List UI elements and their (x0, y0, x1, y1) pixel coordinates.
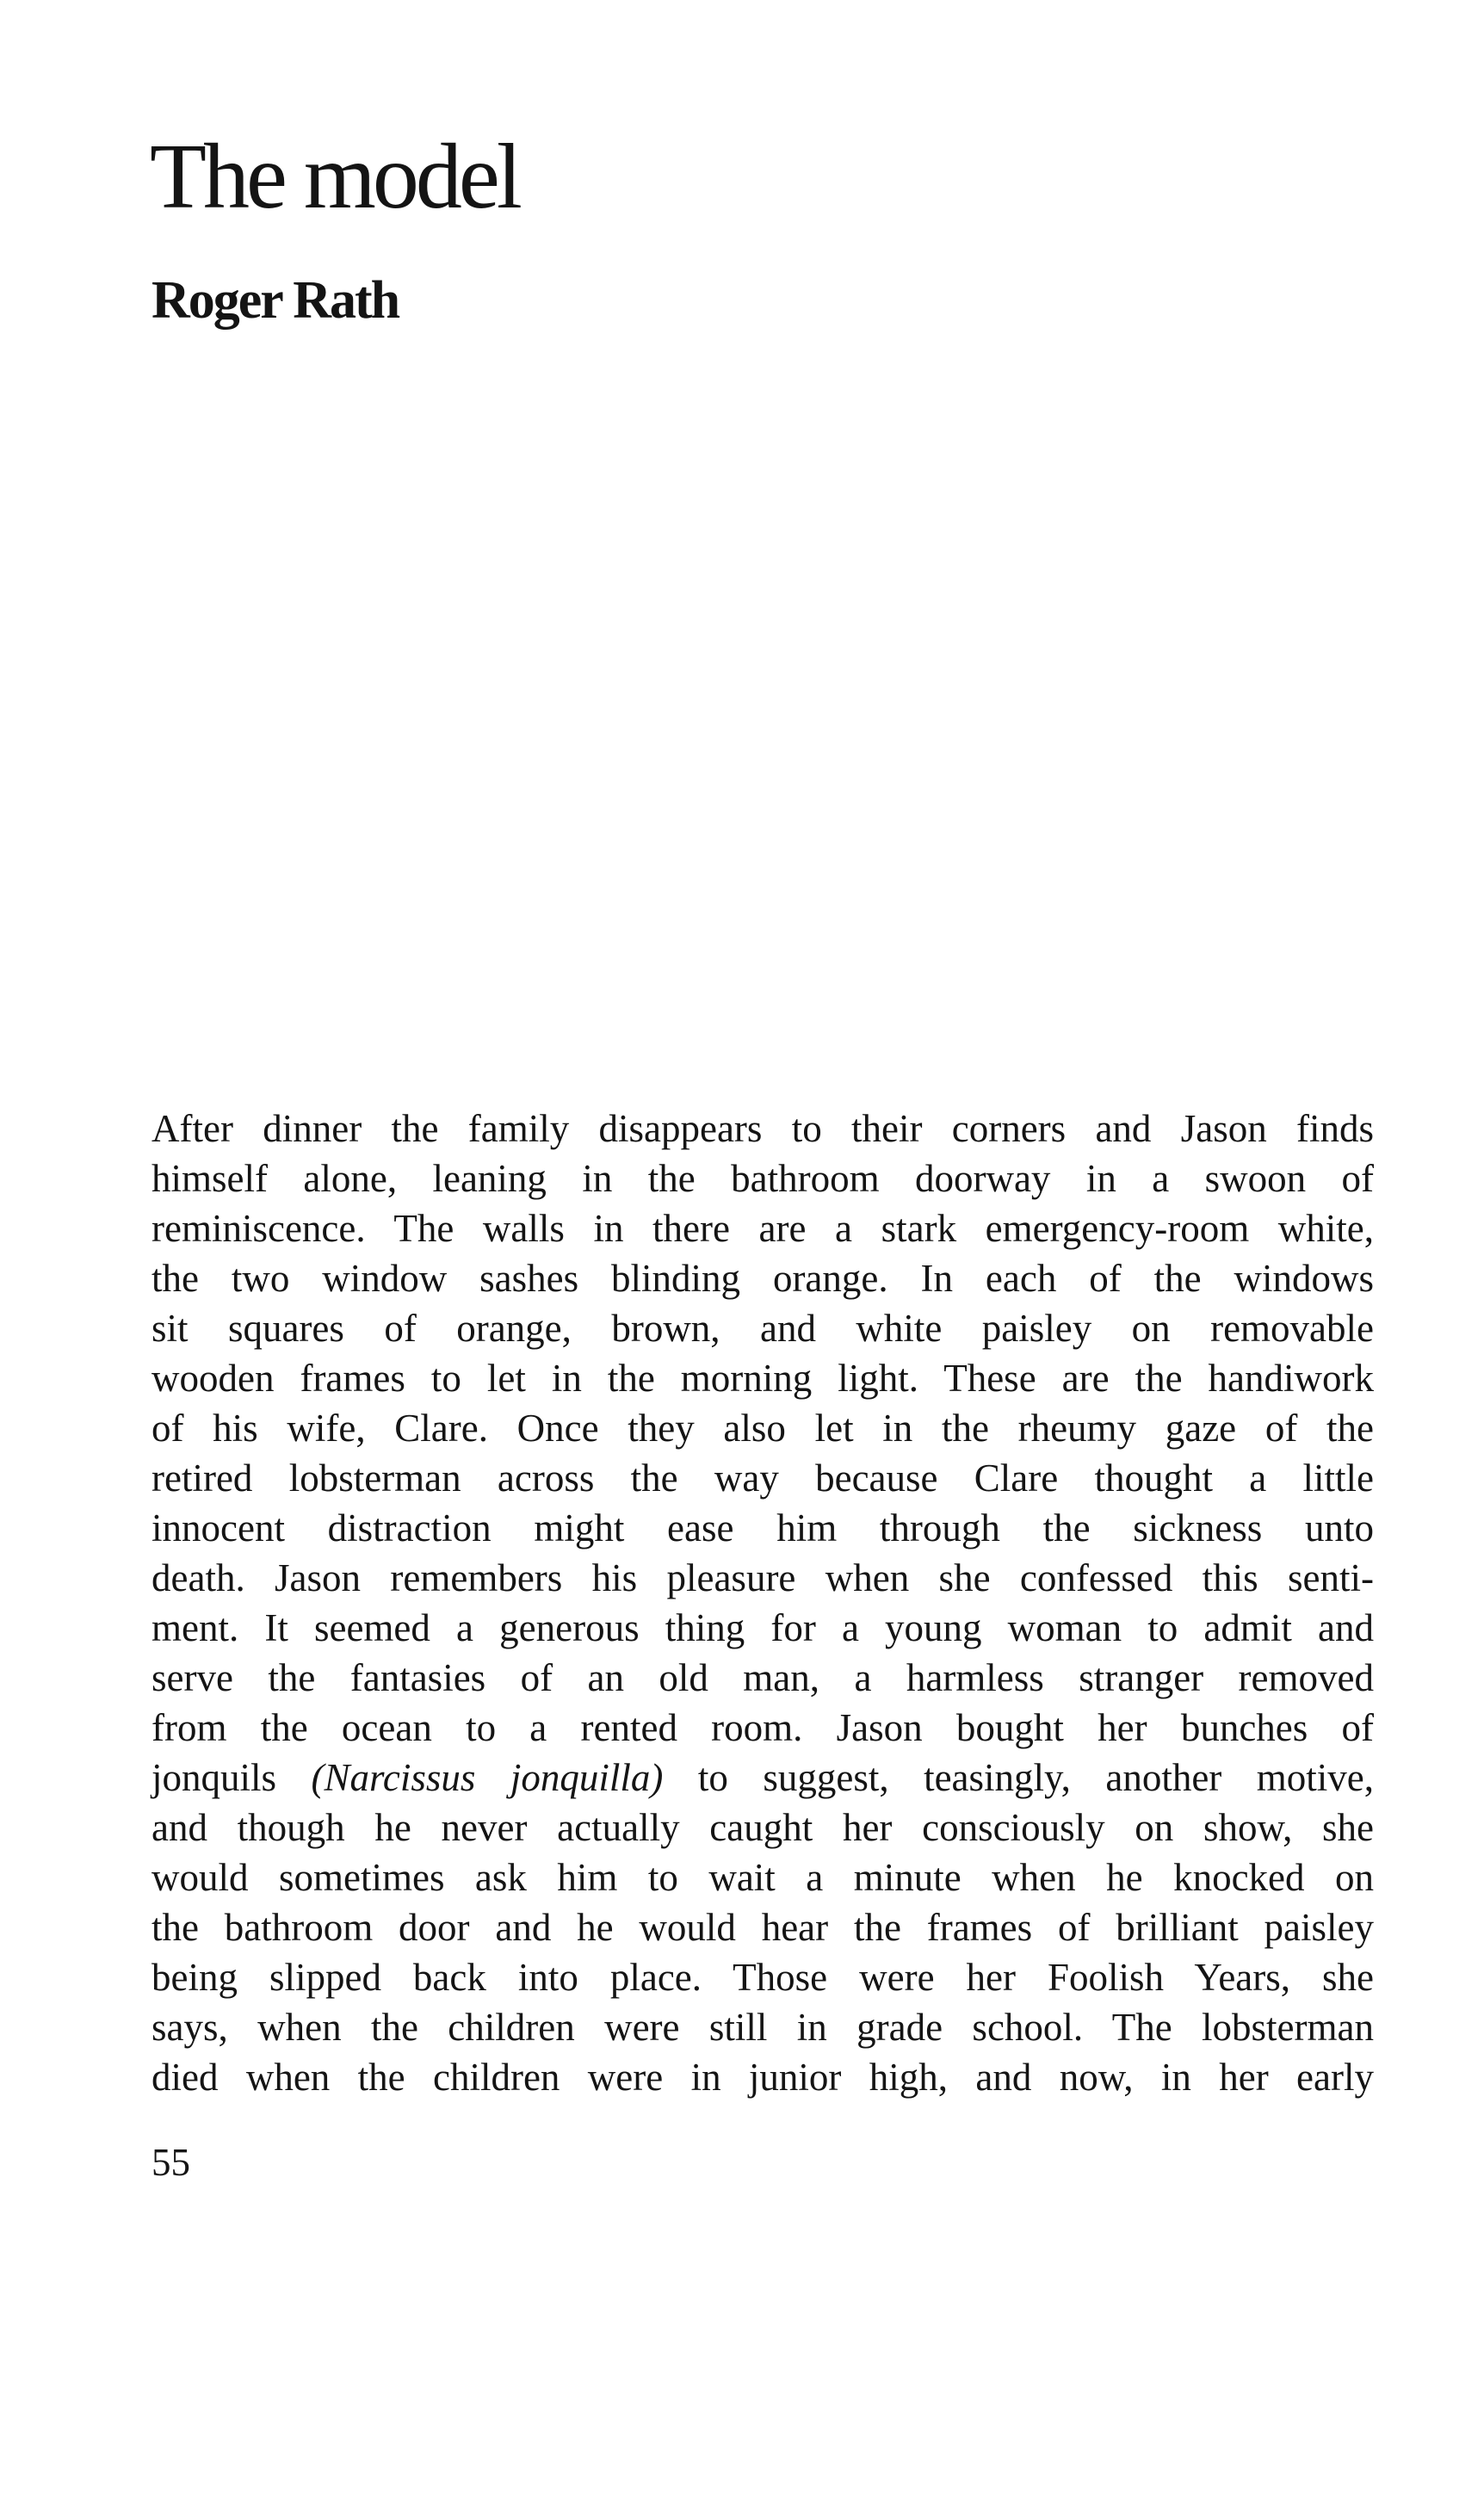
text-line: of his wife, Clare. Once they also let in the rheumy gaze of the (151, 1407, 1374, 1450)
text-line: and though he never actually caught her consciously on show, she (151, 1806, 1374, 1849)
text-line: says, when the children were still in grade school. The lobsterman (151, 2006, 1374, 2049)
text-line: from the ocean to a rented room. Jason bought her bunches of (151, 1706, 1374, 1749)
body-text (151, 1104, 1374, 2102)
text-line: serve the fantasies of an old man, a harmless stranger removed (151, 1656, 1374, 1699)
text-line: reminiscence. The walls in there are a stark emergency-room white, (151, 1207, 1374, 1250)
text-fragment: jonquils (151, 1756, 312, 1799)
text-line: the two window sashes blinding orange. In each of the windows (151, 1257, 1374, 1300)
italic-species-name: (Narcissus jonquilla) (311, 1756, 664, 1799)
text-line: innocent distraction might ease him through the sickness unto (151, 1506, 1374, 1549)
story-title: The model (150, 126, 519, 228)
text-line: the bathroom door and he would hear the frames of brilliant paisley (151, 1906, 1374, 1949)
text-line: sit squares of orange, brown, and white paisley on removable (151, 1307, 1374, 1350)
author-name: Roger Rath (151, 271, 399, 330)
text-line: ment. It seemed a generous thing for a young woman to admit and (151, 1606, 1374, 1649)
text-line: retired lobsterman across the way because Clare thought a little (151, 1457, 1374, 1500)
text-line (151, 1753, 1374, 1803)
page-number: 55 (151, 2141, 190, 2184)
text-line: himself alone, leaning in the bathroom doorway in a swoon of (151, 1157, 1374, 1200)
text-fragment: to suggest, teasingly, another motive, (663, 1756, 1374, 1799)
text-line: After dinner the family disappears to their corners and Jason finds (151, 1107, 1374, 1150)
text-line: died when the children were in junior high, and now, in her early (151, 2056, 1374, 2099)
text-line: death. Jason remembers his pleasure when she confessed this senti- (151, 1556, 1374, 1599)
text-line: wooden frames to let in the morning light. These are the handiwork (151, 1357, 1374, 1400)
text-line: being slipped back into place. Those were her Foolish Years, she (151, 1956, 1374, 1999)
text-line: would sometimes ask him to wait a minute when he knocked on (151, 1856, 1374, 1899)
